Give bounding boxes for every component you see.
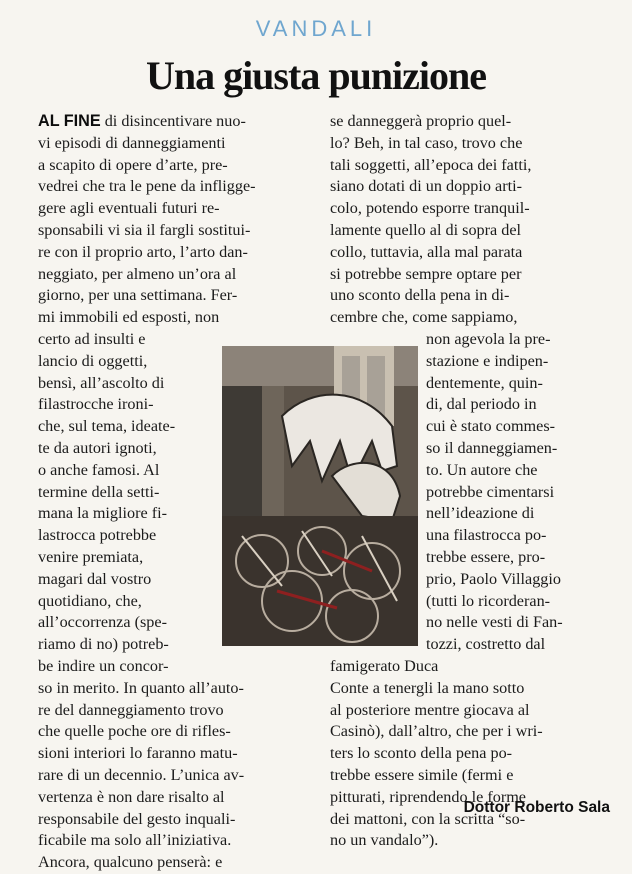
left-column-line: gere agli eventuali futuri re-: [38, 199, 220, 218]
right-column-line: cembre che, come sappiamo,: [330, 308, 518, 327]
left-column-line: lancio di oggetti,: [38, 351, 148, 370]
left-column-line: sponsabili vi sia il fargli sostitui-: [38, 220, 251, 239]
right-column-line: dentemente, quin-: [426, 373, 543, 392]
left-column-line: che, sul tema, ideate-: [38, 417, 176, 436]
right-column-line: tozzi, costretto dal: [426, 635, 546, 654]
left-column-line: termine della setti-: [38, 482, 160, 501]
right-column-line: collo, tuttavia, alla mal parata: [330, 242, 523, 261]
left-column-line: rare di un decennio. L’unica av-: [38, 765, 245, 784]
left-column-line: re del danneggiamento trovo: [38, 700, 224, 719]
right-column-line: siano dotati di un doppio arti-: [330, 177, 522, 196]
article-lead-text: di disincentivare nuo-: [100, 112, 246, 130]
left-column-line: be indire un concor-: [38, 656, 169, 675]
graffiti-bicycles-photo: [222, 346, 418, 646]
right-column-line: (tutti lo ricorderan-: [426, 591, 551, 610]
right-column-line: uno sconto della pena in di-: [330, 286, 510, 305]
right-column-line: al posteriore mentre giocava al: [330, 700, 530, 719]
right-column-line: so il danneggiamen-: [426, 438, 558, 457]
right-column-line: se danneggerà proprio quel-: [330, 112, 512, 130]
left-column-line: so in merito. In quanto all’auto-: [38, 678, 244, 697]
left-column-line: filastrocche ironi-: [38, 395, 154, 414]
article-headline: Una giusta punizione: [145, 53, 487, 98]
right-column-line: famigerato Duca: [330, 656, 439, 675]
right-column-line: colo, potendo esporre tranquil-: [330, 199, 530, 218]
right-column-line: Casinò), dall’altro, che per i wri-: [330, 722, 543, 741]
left-column-line: Ancora, qualcuno penserà: e: [38, 853, 223, 872]
left-column-line: magari dal vostro: [38, 569, 152, 588]
left-column-line: vedrei che tra le pene da infligge-: [38, 177, 256, 196]
right-column-line: trebbe essere simile (fermi e: [330, 765, 514, 784]
right-column-line: to. Un autore che: [426, 460, 538, 479]
left-column-line: mana la migliore fi-: [38, 504, 168, 523]
right-column-line: cui è stato commes-: [426, 417, 556, 436]
left-column-line: venire premiata,: [38, 547, 144, 566]
right-column-line: no un vandalo”).: [330, 831, 439, 850]
photo-illustration: [222, 346, 418, 646]
right-column-line: lamente quello al di sopra del: [330, 220, 522, 239]
right-column-line: dei mattoni, con la scritta “so-: [330, 809, 526, 828]
left-column-line: lastrocca potrebbe: [38, 526, 157, 545]
left-column-line: quotidiano, che,: [38, 591, 142, 610]
right-column-line: potrebbe cimentarsi: [426, 482, 555, 501]
left-column-line: neggiato, per almeno un’ora al: [38, 264, 237, 283]
right-column-line: trebbe essere, pro-: [426, 547, 546, 566]
left-column-line: giorno, per una settimana. Fer-: [38, 286, 238, 305]
left-column-line: riamo di no) potreb-: [38, 635, 169, 654]
left-column-line: che quelle poche ore di rifles-: [38, 722, 231, 741]
left-column-line: sioni interiori lo faranno matu-: [38, 744, 238, 763]
left-column-line: vi episodi di danneggiamenti: [38, 133, 226, 152]
right-column-line: stazione e indipen-: [426, 351, 549, 370]
article-lead-in: AL FINE: [38, 112, 101, 130]
left-column-line: re con il proprio arto, l’arto dan-: [38, 242, 248, 261]
left-column-line: te da autori ignoti,: [38, 438, 157, 457]
right-column-line: non agevola la pre-: [426, 329, 551, 348]
right-column-line: lo? Beh, in tal caso, trovo che: [330, 133, 523, 152]
right-column-line: si potrebbe sempre optare per: [330, 264, 522, 283]
right-column-line: no nelle vesti di Fan-: [426, 613, 563, 632]
right-column-line: pitturati, riprendendo le forme: [330, 787, 526, 806]
left-column-line: o anche famosi. Al: [38, 460, 160, 479]
left-column-line: all’occorrenza (spe-: [38, 613, 167, 632]
left-column-line: [38, 111, 306, 133]
right-column-line: prio, Paolo Villaggio: [426, 569, 561, 588]
right-column-line: ters lo sconto della pena po-: [330, 744, 513, 763]
right-column-line: una filastrocca po-: [426, 526, 547, 545]
left-column-line: bensì, all’ascolto di: [38, 373, 165, 392]
right-column-line: tali soggetti, all’epoca dei fatti,: [330, 155, 532, 174]
left-column-line: responsabile del gesto inquali-: [38, 809, 236, 828]
right-column-line: Conte a tenergli la mano sotto: [330, 678, 525, 697]
left-column-line: vertenza è non dare risalto al: [38, 787, 225, 806]
left-column-line: mi immobili ed esposti, non: [38, 308, 220, 327]
left-column-line: ficabile ma solo all’iniziativa.: [38, 831, 232, 850]
left-column-line: certo ad insulti e: [38, 329, 146, 348]
author-signature: Dottor Roberto Sala: [463, 799, 610, 816]
right-column-line: nell’ideazione di: [426, 504, 535, 523]
section-label: VANDALI: [255, 16, 377, 41]
right-column-line: di, dal periodo in: [426, 395, 537, 414]
left-column-line: a scapito di opere d’arte, pre-: [38, 155, 228, 174]
